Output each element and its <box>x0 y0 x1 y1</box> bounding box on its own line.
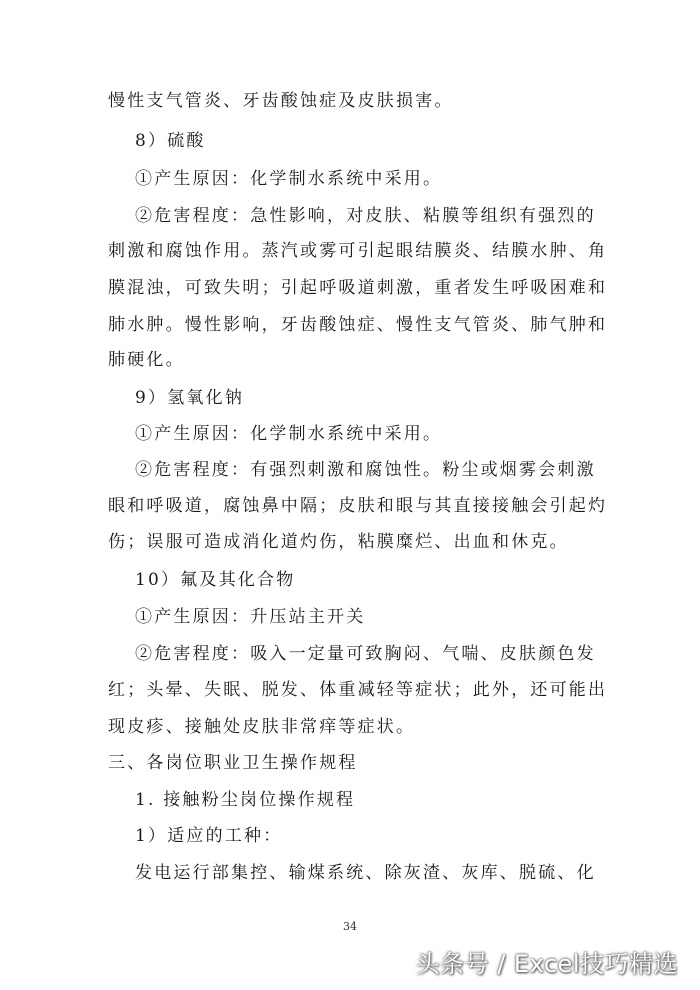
text-line: 伤；误服可造成消化道灼伤，粘膜糜烂、出血和休克。 <box>108 532 569 552</box>
text-line: 刺激和腐蚀作用。蒸汽或雾可引起眼结膜炎、结膜水肿、角 <box>108 241 608 261</box>
text-line: 肺水肿。慢性影响，牙齿酸蚀症、慢性支气管炎、肺气肿和 <box>108 315 608 335</box>
text-line: 膜混浊，可致失明；引起呼吸道刺激，重者发生呼吸困难和 <box>108 278 608 298</box>
text-line: 眼和呼吸道，腐蚀鼻中隔；皮肤和眼与其直接接触会引起灼 <box>108 496 608 516</box>
section-heading: 8）硫酸 <box>135 131 206 151</box>
page-number: 34 <box>343 920 357 933</box>
section-heading: 9）氢氧化钠 <box>135 388 245 408</box>
text-line: 慢性支气管炎、牙齿酸蚀症及皮肤损害。 <box>108 91 454 111</box>
text-line: ①产生原因：升压站主开关 <box>135 607 366 627</box>
text-line: ①产生原因：化学制水系统中采用。 <box>135 169 443 189</box>
section-heading: 1）适应的工种： <box>135 826 283 846</box>
chapter-heading: 三、各岗位职业卫生操作规程 <box>108 753 358 773</box>
text-line: ②危害程度：有强烈刺激和腐蚀性。粉尘或烟雾会刺激 <box>135 460 596 480</box>
text-line: ②危害程度：急性影响，对皮肤、粘膜等组织有强烈的 <box>135 206 596 226</box>
section-heading: 1. 接触粉尘岗位操作规程 <box>135 790 356 810</box>
text-line: ②危害程度：吸入一定量可致胸闷、气喘、皮肤颜色发 <box>135 644 596 664</box>
text-line: 红；头晕、失眠、脱发、体重减轻等症状；此外，还可能出 <box>108 680 608 700</box>
section-heading: 10）氟及其化合物 <box>135 570 296 590</box>
watermark: 头条号 / Excel技巧精选 <box>415 950 678 978</box>
text-line: ①产生原因：化学制水系统中采用。 <box>135 424 443 444</box>
text-line: 现皮疹、接触处皮肤非常痒等症状。 <box>108 717 416 737</box>
text-line: 发电运行部集控、输煤系统、除灰渣、灰库、脱硫、化 <box>135 863 596 883</box>
text-line: 肺硬化。 <box>108 350 185 370</box>
